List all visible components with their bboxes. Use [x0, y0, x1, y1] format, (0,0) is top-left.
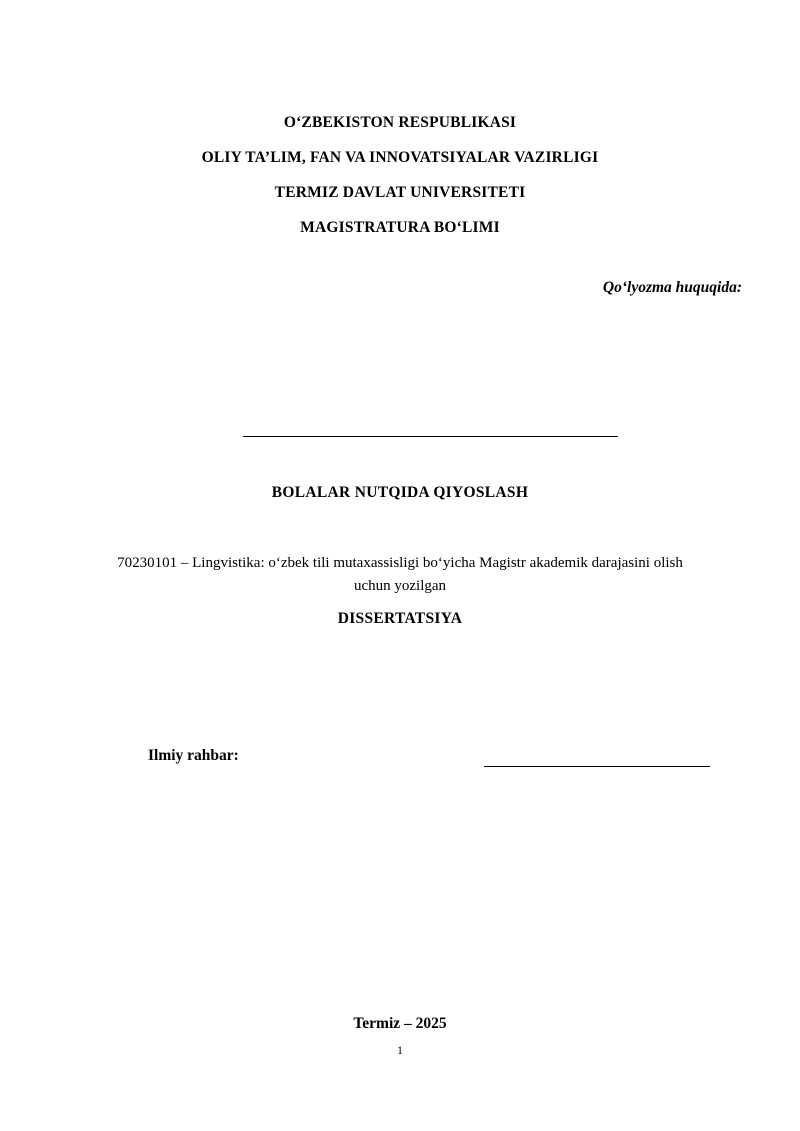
page-title: BOLALAR NUTQIDA QIYOSLASH — [271, 484, 529, 501]
header-line-ministry: OLIY TA’LIM, FAN VA INNOVATSIYALAR VAZIRLIGI — [201, 149, 599, 166]
degree-description-line-1: 70230101 – Lingvistika: o‘zbek tili mutaxassisligi bo‘yicha Magistr akademik — [117, 555, 588, 571]
advisor-signature-line — [484, 766, 710, 767]
horizontal-rule-author — [243, 436, 618, 437]
degree-description — [100, 552, 700, 598]
work-type-label: DISSERTATSIYA — [337, 610, 463, 627]
place-and-year: Termiz – 2025 — [353, 1015, 447, 1032]
degree-description-line-2: darajasini olish uchun yozilgan — [353, 555, 683, 594]
header-line-country: O‘ZBEKISTON RESPUBLIKASI — [283, 114, 517, 131]
header-line-university: TERMIZ DAVLAT UNIVERSITETI — [274, 184, 526, 201]
header-line-department: MAGISTRATURA BO‘LIMI — [300, 219, 500, 236]
manuscript-rights-note: Qo‘lyozma huquqida: — [602, 279, 742, 296]
advisor-label: Ilmiy rahbar: — [148, 747, 239, 764]
institution-header — [0, 105, 800, 245]
page-number: 1 — [397, 1045, 403, 1057]
